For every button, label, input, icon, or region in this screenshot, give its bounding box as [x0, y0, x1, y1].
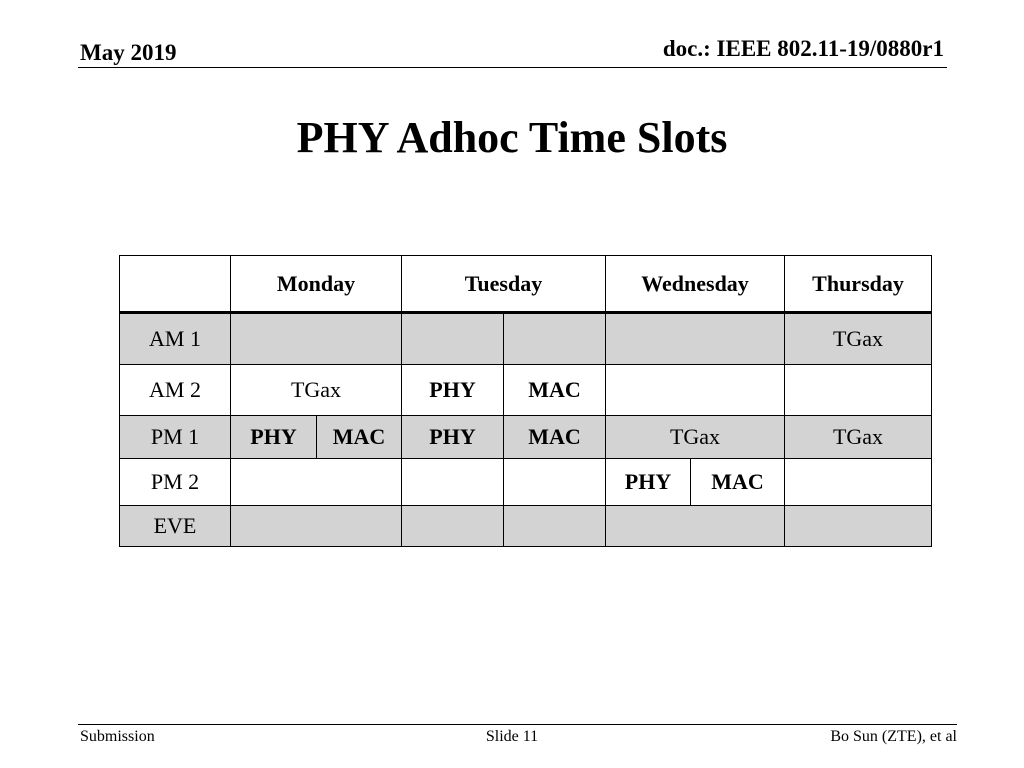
cell-am1-wednesday [606, 313, 785, 365]
header-doc-id: doc.: IEEE 802.11-19/0880r1 [662, 36, 944, 61]
cell-eve-tuesday-b [504, 506, 606, 547]
cell-pm2-wednesday-b: MAC [691, 459, 785, 506]
cell-eve-monday [231, 506, 402, 547]
footer-submission: Submission [80, 728, 155, 745]
table-row-eve [120, 506, 932, 547]
header-monday: Monday [231, 256, 402, 313]
cell-am2-thursday [785, 365, 932, 416]
table-header-row [120, 256, 932, 313]
table-row-pm1 [120, 416, 932, 459]
cell-eve-tuesday-a [402, 506, 504, 547]
table-row-am1 [120, 313, 932, 365]
header-divider [78, 67, 947, 68]
cell-pm1-monday-b: MAC [317, 416, 402, 459]
footer-divider [78, 724, 957, 725]
cell-pm2-thursday [785, 459, 932, 506]
cell-am1-tuesday-b [504, 313, 606, 365]
table-row-am2 [120, 365, 932, 416]
header-wednesday: Wednesday [606, 256, 785, 313]
cell-pm2-tuesday-b [504, 459, 606, 506]
slide-title: PHY Adhoc Time Slots [296, 113, 728, 162]
cell-am1-thursday: TGax [785, 313, 932, 365]
cell-am2-wednesday [606, 365, 785, 416]
cell-pm1-thursday: TGax [785, 416, 932, 459]
header-tuesday: Tuesday [402, 256, 606, 313]
cell-pm2-wednesday-a: PHY [606, 459, 691, 506]
footer-author: Bo Sun (ZTE), et al [830, 728, 957, 745]
header-thursday: Thursday [785, 256, 932, 313]
cell-am1-monday [231, 313, 402, 365]
cell-eve-thursday [785, 506, 932, 547]
footer-slide-number: Slide 11 [485, 728, 539, 745]
cell-am2-tuesday-a: PHY [402, 365, 504, 416]
cell-pm2-monday [231, 459, 402, 506]
cell-pm2-tuesday-a [402, 459, 504, 506]
cell-am2-monday: TGax [231, 365, 402, 416]
cell-pm1-wednesday: TGax [606, 416, 785, 459]
row-label-am2: AM 2 [120, 365, 231, 416]
cell-am2-tuesday-b: MAC [504, 365, 606, 416]
row-label-pm2: PM 2 [120, 459, 231, 506]
table-row-pm2 [120, 459, 932, 506]
row-label-eve: EVE [120, 506, 231, 547]
cell-pm1-tuesday-a: PHY [402, 416, 504, 459]
row-label-am1: AM 1 [120, 313, 231, 365]
cell-eve-wednesday [606, 506, 785, 547]
cell-pm1-tuesday-b: MAC [504, 416, 606, 459]
schedule-table [119, 255, 932, 547]
cell-pm1-monday-a: PHY [231, 416, 317, 459]
row-label-pm1: PM 1 [120, 416, 231, 459]
cell-am1-tuesday-a [402, 313, 504, 365]
header-corner-cell [120, 256, 231, 313]
header-date: May 2019 [80, 40, 177, 65]
